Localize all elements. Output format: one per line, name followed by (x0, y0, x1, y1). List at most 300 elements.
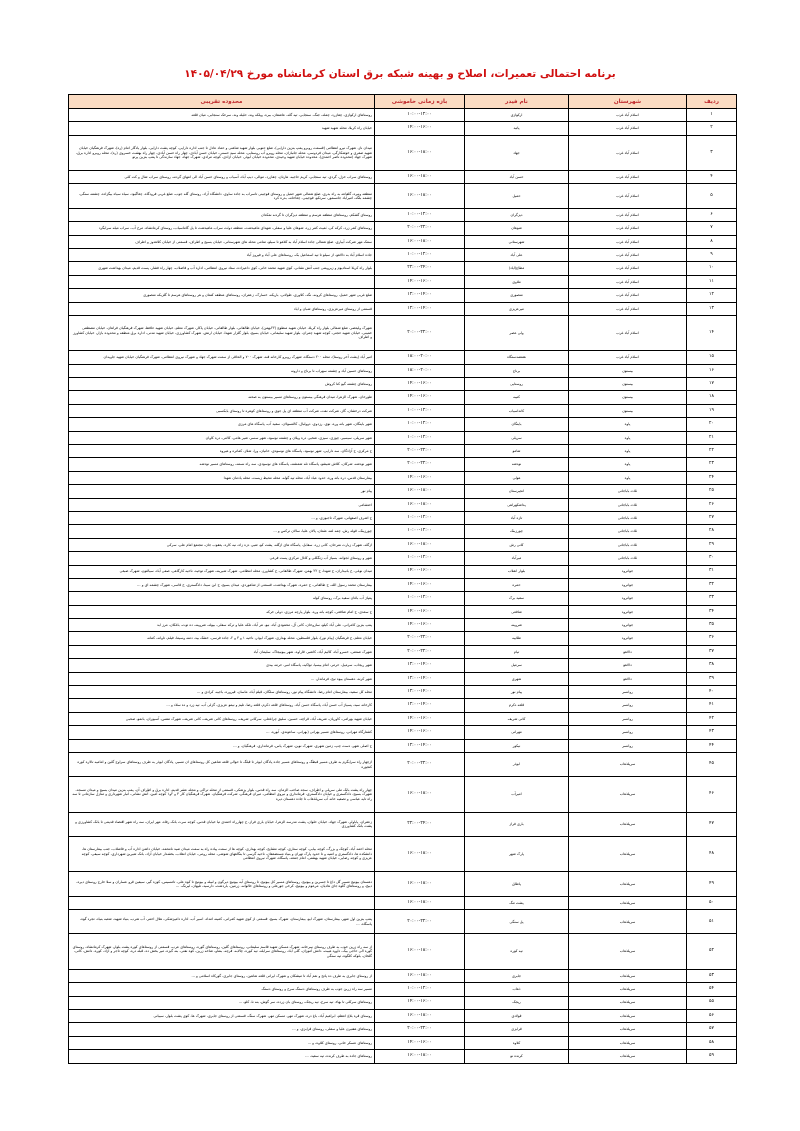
feeder-cell: قلعه دکرم (465, 699, 569, 712)
city-cell: جوانرود (569, 565, 687, 578)
area-cell: دهستان بیونیج مسیر گل داغ تا جسرین و بیونیج، روستاهای مسیر کل بیونیج، تا روستای آبه بیونیچ دیرگون و لبیله و بیونیج تا کوه علی، تامسیس، کوزه گیر، سیفین قرو عساران و سلا خارج روستای دیره، دیبخ، و روستاهای گلوه جای هادیان، مرعوم و بیونیج، کرخی جورعلی و روستاهای خالوانه، زرمین، باردشت، دارسید، تلیهان، لیرنگ، ... (69, 872, 375, 896)
city-cell: ثلاث باباجانی (569, 538, 687, 551)
city-cell: ثلاث باباجانی (569, 498, 687, 511)
table-row (69, 525, 737, 538)
time-cell: ۱۶:۰۰-۱۸:۰۰ (375, 235, 465, 248)
table-row (69, 262, 737, 275)
feeder-cell: کانی رش (465, 538, 569, 551)
city-cell: اسلام آباد غرب (569, 122, 687, 135)
time-cell: ۱۰:۰۰-۱۲:۰۰ (375, 418, 465, 431)
row-number-cell: ۴۴ (687, 739, 737, 752)
table-row (69, 983, 737, 996)
area-cell: خیابان راه کربلا، محله شهید شهید (69, 122, 375, 135)
table-row (69, 122, 737, 135)
feeder-cell: ارکوازی (465, 109, 569, 122)
feeder-cell: پیام نور (465, 686, 569, 699)
city-cell: سرپلذهاب (569, 1023, 687, 1036)
row-number-cell: ۳۸ (687, 659, 737, 672)
city-cell: دالاهو (569, 659, 687, 672)
feeder-cell: ریجک (465, 996, 569, 1009)
row-number-cell: ۵۵ (687, 996, 737, 1009)
table-row (69, 812, 737, 836)
feeder-cell: نیکور (465, 739, 569, 752)
area-cell: از سه راه زرین خوب به طرف روستای سرخانه، شهرک مسکن شهید قاسم سلیمانی، روستاهای گلین، روستاهای گوره، روستاهای عرب، قسمتی از روستاهای کوره پشت بلوار، شهرک کرمانشاه، روستای گوره الی حاجی بیک، داوود هیبت، دانش آموزان، گلی آباد، روستاهای سرابله، تپه کوره، چالابه، فرچه، بنماو، شاخه زرین، کوه نفتی، بنه گیزه، میر بخش ده، قبله دره، کوچه تاجر و آزاد، کوره، دانش، کانی، گلخان، بلوکه کلگوه، تپه سنگی (69, 934, 375, 969)
area-cell: خ مرکزی، خ آزادگان، سه دارایی، شهر نوسود، پاسگاه های نوسودی، خانیان، ورا، شلاز، کماتره و هیروه (69, 445, 375, 458)
row-number-cell: ۴۰ (687, 686, 737, 699)
feeder-cell: جهاد (465, 135, 569, 170)
time-cell: ۲۰:۰۰-۲۲:۰۰ (375, 315, 465, 350)
row-number-cell: ۴۸ (687, 837, 737, 872)
row-number-cell: ۱۳ (687, 302, 737, 315)
time-cell: ۱۲:۰۰-۱۴:۰۰ (375, 659, 465, 672)
table-row (69, 208, 737, 221)
feeder-cell: دیزگران (465, 208, 569, 221)
row-number-cell: ۲۱ (687, 431, 737, 444)
table-row (69, 1009, 737, 1022)
area-cell: پیام نور (69, 485, 375, 498)
time-cell: ۱۶:۰۰-۱۸:۰۰ (375, 872, 465, 896)
time-cell: ۲۲:۰۰-۲۴:۰۰ (375, 262, 465, 275)
row-number-cell: ۲۷ (687, 511, 737, 524)
table-row (69, 458, 737, 471)
row-number-cell: ۱۱ (687, 275, 737, 288)
area-cell: خ اصلی شهر، دست چپ، زمین شهری، شهرک نوین، شهرک پاس، فرمانداری، فرهنگیان، و ... (69, 739, 375, 752)
table-row (69, 275, 737, 288)
city-cell: اسلام آباد غرب (569, 222, 687, 235)
feeder-cell: نودشه (465, 458, 569, 471)
feeder-cell: امیرآب (465, 777, 569, 812)
time-cell: ۱۲:۰۰-۱۴:۰۰ (375, 686, 465, 699)
feeder-cell: پشت تنگ (465, 896, 569, 909)
header-row-no: ردیف (687, 95, 737, 109)
time-cell: ۱۰:۰۰-۱۲:۰۰ (375, 249, 465, 262)
time-cell: ۱۶:۰۰-۱۸:۰۰ (375, 135, 465, 170)
row-number-cell: ۸ (687, 235, 737, 248)
city-cell: سرپلذهاب (569, 837, 687, 872)
time-cell: ۱۴:۰۰-۱۶:۰۰ (375, 122, 465, 135)
row-number-cell: ۵۲ (687, 934, 737, 969)
row-number-cell: ۱۹ (687, 404, 737, 417)
row-number-cell: ۲۲ (687, 445, 737, 458)
feeder-cell: کرنده نو (465, 1050, 569, 1064)
city-cell: اسلام آباد غرب (569, 208, 687, 221)
city-cell: پاوه (569, 418, 687, 431)
row-number-cell: ۴ (687, 171, 737, 184)
city-cell: سرپلذهاب (569, 896, 687, 909)
feeder-cell: میرعزیزی (465, 302, 569, 315)
feeder-cell: تیام (465, 645, 569, 658)
feeder-cell: پاتید (465, 122, 569, 135)
row-number-cell: ۲۴ (687, 471, 737, 484)
city-cell: جوانرود (569, 578, 687, 591)
city-cell: روانسر (569, 699, 687, 712)
area-cell: از روستای جابری به طرف ده پاتخ و نعم آباد تا میشکان و شهرک ایرانی قلعه شاهین، روستای جابری، گورکاه اسلامی و ... (69, 969, 375, 982)
time-cell: ۱۴:۰۰-۱۶:۰۰ (375, 726, 465, 739)
time-cell: ۱۴:۰۰-۱۶:۰۰ (375, 471, 465, 484)
table-row (69, 511, 737, 524)
city-cell: پاوه (569, 458, 687, 471)
table-row (69, 315, 737, 350)
time-cell: ۱۲:۰۰-۱۴:۰۰ (375, 672, 465, 685)
city-cell: بیستون (569, 364, 687, 377)
time-cell: ۱۴:۰۰-۱۶:۰۰ (375, 619, 465, 632)
row-number-cell: ۱۴ (687, 315, 737, 350)
feeder-cell: پل سنگی (465, 910, 569, 934)
city-cell: سرپلذهاب (569, 910, 687, 934)
table-row (69, 538, 737, 551)
time-cell: ۱۰:۰۰-۱۲:۰۰ (375, 109, 465, 122)
row-number-cell: ۳۹ (687, 672, 737, 685)
feeder-cell: سرمیل (465, 659, 569, 672)
area-cell: شهر سرپلی، سیسیر، چوزی، سیزی، شخیر، دره ویلان و چشمه نوسود، شهر سسر، شیر هامی، کالتی، دره کاوان (69, 431, 375, 444)
table-row (69, 645, 737, 658)
table-row (69, 431, 737, 444)
table-row (69, 777, 737, 812)
city-cell: بیستون (569, 391, 687, 404)
row-number-cell: ۵۴ (687, 983, 737, 996)
time-cell: ۱۰:۰۰-۱۲:۰۰ (375, 525, 465, 538)
row-number-cell: ۵۸ (687, 1036, 737, 1049)
city-cell: اسلام آباد غرب (569, 171, 687, 184)
time-cell: ۱۶:۰۰-۱۸:۰۰ (375, 896, 465, 909)
table-row (69, 222, 737, 235)
city-cell: سرپلذهاب (569, 872, 687, 896)
row-number-cell: ۳۳ (687, 592, 737, 605)
city-cell: سرپلذهاب (569, 934, 687, 969)
area-cell: قسمتی از روستای میرعزیزی، روستاهای شبان و ایاد (69, 302, 375, 315)
city-cell: سرپلذهاب (569, 996, 687, 1009)
feeder-cell: ابوذر (465, 753, 569, 777)
city-cell: اسلام آباد غرب (569, 249, 687, 262)
row-number-cell: ۲۶ (687, 498, 737, 511)
time-cell: ۱۶:۰۰-۱۸:۰۰ (375, 538, 465, 551)
table-row (69, 578, 737, 591)
time-cell: ۱۴:۰۰-۱۶:۰۰ (375, 996, 465, 1009)
city-cell: اسلام آباد غرب (569, 135, 687, 170)
feeder-cell: طلاییه (465, 632, 569, 645)
table-row (69, 605, 737, 618)
city-cell: اسلام آباد غرب (569, 275, 687, 288)
time-cell: ۱۶:۰۰-۱۸:۰۰ (375, 1050, 465, 1064)
table-row (69, 699, 737, 712)
table-row (69, 1050, 737, 1064)
area-cell: شهرک ولیعصر، ضلع شمالی بلوار راه کربلا، خیابان شهید منطوع (۲۲بهمن)، خیابان طالقانی، بلوار طالقانی، خیابان پاکار، شهرک معلم، خیابان شهید حافظ، شهرک فرهنگیان فراهان، خیابان مصطفی خمینی، خیابان شهید حجتی، کوچه شهید چمران، بلوار شهید سلیمانی، خیابان بسیج، بلوار گلزار شهدا، خیابان ارتش، شهرک کشاورزی، خیابان شهید مدنی، اداره برق منطقه و محدوده بازار، خیابان کشاورز و اطراف (69, 315, 375, 350)
table-row (69, 391, 737, 404)
time-cell: ۱۴:۰۰-۱۶:۰۰ (375, 565, 465, 578)
area-cell: ازچهار راه سرابگرم به طرف مسیر قبطگ و روستاهای مسیر جاده پادگان ابوذر تا قبلگ تا حوالی قلعه شاهین کل روستاهای ان مسیر، پادگان ابوذر به طرف روستاهای سراوج گلین و امامیه تالاره کوره کنجوره (69, 753, 375, 777)
time-cell: ۱۰:۰۰-۱۲:۰۰ (375, 511, 465, 524)
feeder-cell: انجیرستان (465, 485, 569, 498)
table-row (69, 302, 737, 315)
table-row (69, 872, 737, 896)
table-row (69, 565, 737, 578)
header-area: محدوده تقریبی (69, 95, 375, 109)
time-cell: ۱۰:۰۰-۱۲:۰۰ (375, 592, 465, 605)
feeder-cell: ملاوی (465, 275, 569, 288)
table-row (69, 712, 737, 725)
area-cell: جاده اسلام آباد به دالاهو، از سیلو تا تپه اسماعیل بک، روستاهای علی آباد و فیروز آباد (69, 249, 375, 262)
table-row (69, 659, 737, 672)
city-cell: سرپلذهاب (569, 812, 687, 836)
feeder-cell: قولادی (465, 1009, 569, 1022)
city-cell: سرپلذهاب (569, 969, 687, 982)
city-cell: روانسر (569, 726, 687, 739)
table-row (69, 471, 737, 484)
area-cell: شهر باینگان، شهر بانه وره، نوی، رزدوی، دوولبال، کالتسولان، سفید آب، پاسگاه های مرزی (69, 418, 375, 431)
row-number-cell: ۳ (687, 135, 737, 170)
feeder-cell: شروینه (465, 619, 569, 632)
table-row (69, 686, 737, 699)
table-row (69, 289, 737, 302)
city-cell: سرپلذهاب (569, 983, 687, 996)
row-number-cell: ۳۰ (687, 552, 737, 565)
row-number-cell: ۳۷ (687, 645, 737, 658)
feeder-cell: کتیبه (465, 391, 569, 404)
table-row (69, 1036, 737, 1049)
table-row (69, 445, 737, 458)
feeder-cell: سرپلی (465, 431, 569, 444)
city-cell: اسلام آباد غرب (569, 184, 687, 208)
city-cell: روانسر (569, 686, 687, 699)
row-number-cell: ۳۶ (687, 632, 737, 645)
area-cell: محله احمد آباد، کوچک و بزرگ، کوچه بیابی، کوچه ستاری، کوچه مشایخ، کوچه بهداری، کوچه ها از سمت پیاده راه به سمت میدان صید نامحمد، خیابان داشن اداره آب و فاضلاب، جنب بیمارستان ها، دانشکده ها، دادگستری و امنیه و تا حدود پارک تهران و بنیاد مستضعفان، ناحیه گرسی تا بنگاههای شوشی، محله رومی، خیابان انقلاب، بخشدار خیابان آزاد، بانک شیرین شهرداری، کوچه سیفی، کوچه عزیزی و کوچه رضایی، خیابان شهید بهشتی، امام جمعه، پاسگاه، شهرک نیروی انتظامی (69, 837, 375, 872)
time-cell: ۲۰:۰۰-۲۲:۰۰ (375, 458, 465, 471)
time-cell: ۲۰:۰۰-۲۲:۰۰ (375, 1023, 465, 1036)
header-city: شهرستان (569, 95, 687, 109)
area-cell: مسیر سه راه زرین جوب به طرف روستاهای دستگ سرخ و روستای دستگ (69, 983, 375, 996)
time-cell: ۱۴:۰۰-۱۶:۰۰ (375, 391, 465, 404)
feeder-cell: منصوری (465, 289, 569, 302)
time-cell: ۱۶:۰۰-۱۸:۰۰ (375, 498, 465, 511)
row-number-cell: ۶ (687, 208, 737, 221)
area-cell: خ اشرف اصفهانی، شهرک تاجبوزی، و ... (69, 511, 375, 524)
city-cell: اسلام آباد غرب (569, 109, 687, 122)
time-cell: ۲۰:۰۰-۲۲:۰۰ (375, 753, 465, 777)
table-row (69, 235, 737, 248)
table-row (69, 934, 737, 969)
row-number-cell: ۴۷ (687, 812, 737, 836)
feeder-cell: باینگان (465, 418, 569, 431)
city-cell: روانسر (569, 712, 687, 725)
feeder-cell: شافعی (465, 605, 569, 618)
area-cell: روستاهای هفتیرن علیا و سفلی، روستای قرابزی، و ... (69, 1023, 375, 1036)
feeder-cell: کانی شریف (465, 712, 569, 725)
row-number-cell: ۹ (687, 249, 737, 262)
area-cell: کارخانه سید، پسیاژ آب حسن آباد، پاسگاه حسن آباد، روستاهای قلعه دکرم، قلعه رضا، تلیم و نیمو عزیزی، گزلی آب، تپه زرد و ده سلاد و ... (69, 699, 375, 712)
feeder-cell: کلاوه (465, 1036, 569, 1049)
area-cell: زعفران، پاباولر، شهرک جهاد، خیابان حلوان، پشت مدرسه الزهرا، خیابان باری فراز، خ چهارراه احمدی تیا خیابان قدس، کوچه سرت بانک رفاه، مهر ایران، سه راه شهر اقتصاد قدیمی تا بانک کشاورزی و پشت بانک کشاورزی (69, 812, 375, 836)
area-cell: روستای قره بلاغ اعظم، ابراهیم آباد، باغ دره، شهرک مهر، مسکن مهر، شهرک سنگ، قسمتی از روستای جابری، شهرک ها، کوی پشت بلوار، سبیانی (69, 1009, 375, 1022)
time-cell: ۱۴:۰۰-۱۶:۰۰ (375, 578, 465, 591)
area-cell: بلوار راه کربلا استادیوم و زیروبتنی جنب آتش نشانی، کوی شهید محمد خانی، کوی داعیزاده، ستاد نیروی انتظامی، اداره آب و فاضلاب، چهار راه فشار، پست قدیم، میدان بهداشت شهری (69, 262, 375, 275)
feeder-cell: شوهان (465, 222, 569, 235)
feeder-cell: ولی عصر (465, 315, 569, 350)
time-cell: ۱۲:۰۰-۱۴:۰۰ (375, 699, 465, 712)
row-number-cell: ۵ (687, 184, 737, 208)
table-row (69, 404, 737, 417)
feeder-cell: حسن آباد (465, 171, 569, 184)
time-cell: ۱۸:۰۰-۲۰:۰۰ (375, 351, 465, 364)
area-cell: منطقه ونیره، گلفاعه به راه بدری، ضلع شمالی شهر حمیل و روستای فوجینی تاسراب به جاده ساوی، دانشگاه آزاد، روستای گله جوب، ضلع غربی فرودگاه، چغاگبود، سیاه سیاه بیگزاده، چشمه سنگی، چشمه بلگه، امیرآباد جانسمور، سرتکو، فوجینی، چغاخانه، بدره کرد (69, 184, 375, 208)
city-cell: ثلاث باباجانی (569, 511, 687, 524)
feeder-cell: حمیل (465, 184, 569, 208)
row-number-cell: ۱۸ (687, 391, 737, 404)
table-row (69, 739, 737, 752)
time-cell: ۱۴:۰۰-۱۶:۰۰ (375, 605, 465, 618)
table-row (69, 351, 737, 364)
city-cell: ثلاث باباجانی (569, 525, 687, 538)
city-cell: سرپلذهاب (569, 777, 687, 812)
table-row (69, 632, 737, 645)
time-cell: ۲۰:۰۰-۲۲:۰۰ (375, 222, 465, 235)
city-cell: ثلاث باباجانی (569, 552, 687, 565)
row-number-cell: ۵۳ (687, 969, 737, 982)
city-cell: اسلام آباد غرب (569, 315, 687, 350)
area-cell (69, 896, 375, 909)
row-number-cell: ۵۷ (687, 1023, 737, 1036)
area-cell: شهرک صنعتی، خسرو آباد، کالیم آباد، کاشبر، قاراوه، شهر بیونیجاک، سلیمان آباد (69, 645, 375, 658)
row-number-cell: ۴۲ (687, 712, 737, 725)
table-row (69, 896, 737, 909)
header-feeder: نام فیدر (465, 95, 569, 109)
table-row (69, 592, 737, 605)
area-cell: روستای گشکم، روستاهای منطقه هرسم و منطقه دیزگران تا گردنه نمکدان (69, 208, 375, 221)
row-number-cell: ۱۷ (687, 378, 737, 391)
city-cell: سرپلذهاب (569, 1009, 687, 1022)
feeder-cell: مهرانی (465, 726, 569, 739)
table-row (69, 498, 737, 511)
area-cell: چورزینک، قوله رش، چمه لمه عثمان، پالان علیا، سالان ترکس و ... (69, 525, 375, 538)
area-cell: شرکت درخشان، گاز، شرکت نفت، شرکت آب منطقه ای پل جوی و روستاهای کوهره تا روستای بابکسبی (69, 404, 375, 417)
time-cell: ۱۲:۰۰-۱۴:۰۰ (375, 739, 465, 752)
outage-schedule-table-wrap (68, 94, 736, 1064)
time-cell: ۱۰:۰۰-۱۲:۰۰ (375, 208, 465, 221)
feeder-cell: هولی (465, 471, 569, 484)
area-cell: روستاهای چشمه گیو کنا کروش (69, 378, 375, 391)
row-number-cell: ۴۶ (687, 777, 737, 812)
area-cell: شهر کرند، دهستان بیوه نیخ، فرماندار، ... (69, 672, 375, 685)
area-cell: بیمارستان قدس، دره بانه وره، حدود عباد آباد، محله تپه گوله، محله محیط زیست، محله یادمان شهدا (69, 471, 375, 484)
row-number-cell: ۴۳ (687, 726, 737, 739)
city-cell: روانسر (569, 739, 687, 752)
area-cell: خیابان معلم، خ فرهنگیان (پیام نور)، بلوار فلسطین، محله بهداری، شهرک ابوذر، ناحیه ۱ و ۳ و ۲، جاده فرسی، خشک بید، دمنه وسیما، فیلم، تاوانه، کمانه (69, 632, 375, 645)
feeder-cell: پارک شهر (465, 837, 569, 872)
area-cell: روستاهای کمر زرد، کرکه کی، ثمیث کمر زرد، شوهان علیا و سفلی، شهدای ماهیدشت، منطقه دوئت سراب ماهیدشت تا پل گاماسیاب، روستای کرمانشاه، مرخ آب، سراب میله سرابگرد (69, 222, 375, 235)
table-row (69, 910, 737, 934)
table-row (69, 418, 737, 431)
table-row (69, 378, 737, 391)
area-cell: روستاهای جاده به طرف کرنده، تپه سفید، ... (69, 1050, 375, 1064)
table-row (69, 619, 737, 632)
table-row (69, 109, 737, 122)
city-cell: پاوه (569, 431, 687, 444)
time-cell: ۱۶:۰۰-۱۸:۰۰ (375, 777, 465, 812)
row-number-cell: ۵۹ (687, 1050, 737, 1064)
row-number-cell: ۱۲ (687, 289, 737, 302)
feeder-cell: شامو (465, 445, 569, 458)
feeder-cell: تازه آباد (465, 511, 569, 524)
table-row (69, 171, 737, 184)
table-row (69, 969, 737, 982)
area-cell: روستاهای سراب خزل، گردی، تپه سنجابی، کریم حاجیه، هارنان، چقازرد، موالی، دیپ آباد، آسیاب و روستای حسن آباد الی انتهای گردنه، روستای سراب شال و کت کلی (69, 171, 375, 184)
table-row (69, 753, 737, 777)
time-cell: ۱۴:۰۰-۱۶:۰۰ (375, 1036, 465, 1049)
row-number-cell: ۲۵ (687, 485, 737, 498)
time-cell: ۲۰:۰۰-۲۲:۰۰ (375, 910, 465, 934)
area-cell: سمک مهر شرکت آبیاری، ضلع شمالی جاده اسلام آباد به کلاهو تا سیلو، تمامی محله های شهرستانی، خیابان بسیج و اطراف، قسمتی از خیابان کلاهدوز و اطراف (69, 235, 375, 248)
city-cell: سرپلذهاب (569, 1050, 687, 1064)
time-cell: ۱۶:۰۰-۱۸:۰۰ (375, 171, 465, 184)
area-cell: میدان نوغی، خ بانیداران، خ شهدا، خ ۲۲ بهمن، شهرک طالقانی، خ کشاورز، محله انتظامی، شهرک شیرینه، شهرک توحید، ناحیه کارگاهی، صفی آباد، سیالتون، شهرک ضبغی (69, 565, 375, 578)
feeder-cell: سفید برک (465, 592, 569, 605)
table-row (69, 184, 737, 208)
city-cell: پاوه (569, 445, 687, 458)
area-cell: کشتارگاه مهرانی، روستاهای مسیر بهرانی (بهرانی، ساعوندی، آبوره، ... (69, 726, 375, 739)
area-cell: چهار راه پشت بانک ملی سرپلی و اطراف، سجد صاحب الزمان، سه راه قدس، بلوار پزشکی، قسمتی از محله تراکی و محله عشر قدیم، اداره برق و اطراف آن، پمپ بنزین میدان بسیج و میدان مسجد، شهرک بسیج، دادگستری و خیابان دادگستری، فرمانداری و نیروی انتظامی، میران فرهنگی، شرکت فرهنگیان، شهرک فرهنگیان کار ۳ و ۲و۱ کوچه امین، آتش نشانی، انبار شهرداری و منازل سازمانی تا سه راه تایه عباسی و تصفیه خانه آب سرپلذهاب تا جاده دهستان دیره (69, 777, 375, 812)
time-cell: ۱۶:۰۰-۱۸:۰۰ (375, 184, 465, 208)
table-header (69, 95, 737, 109)
time-cell: ۱۴:۰۰-۱۶:۰۰ (375, 712, 465, 725)
time-cell: ۱۲:۰۰-۱۴:۰۰ (375, 289, 465, 302)
feeder-cell: علی آباد (465, 249, 569, 262)
city-cell: جوانرود (569, 632, 687, 645)
row-number-cell: ۱۰ (687, 262, 737, 275)
time-cell: ۱۶:۰۰-۱۸:۰۰ (375, 485, 465, 498)
time-cell: ۱۲:۰۰-۱۴:۰۰ (375, 302, 465, 315)
table-row (69, 485, 737, 498)
feeder-cell: حمره (465, 578, 569, 591)
city-cell: دالاهو (569, 672, 687, 685)
feeder-cell: برناج (465, 364, 569, 377)
feeder-cell: قرابزی (465, 1023, 569, 1036)
row-number-cell: ۱ (687, 109, 737, 122)
time-cell: ۱۸:۰۰-۲۰:۰۰ (375, 364, 465, 377)
outage-schedule-table (68, 94, 737, 1064)
city-cell: بیستون (569, 378, 687, 391)
time-cell: ۲۰:۰۰-۲۲:۰۰ (375, 445, 465, 458)
row-number-cell: ۳۲ (687, 578, 737, 591)
header-time: بازه زمانی خاموشی (375, 95, 465, 109)
area-cell: روستاهای حسین آباد و چشمه سهراب تا برناج و دارونه (69, 364, 375, 377)
area-cell: ضلع غربی شهر حمیل، روستاهای کرونه، نگه، کلاوری، طولانی، باریکه، خسارک، زعفران، روستاهای منطقه کتمان و هر روستاهای هرسم تا گلزبکه منصوری (69, 289, 375, 302)
area-cell: شهر نودشه، شرکان، کلاش شیشو، پاسگاه نله شمشنه، پاسگاه های نوسودی، سه راه نسمه، روستاهای مسیر نودشه (69, 458, 375, 471)
area-cell: طورخان، شهرک الزهرا، میدان فرهنگی بیستون و روستاهای مسیر بیستون به صحنه (69, 391, 375, 404)
area-cell: خیابان شهید بهرامی، کاوریان، شریف آباد، قراچه، حسین، سلیق چراغعلی، سرکانی شریف، روستاهای کانی شریف، کانی شریف، شهرک تنفس، آسیوران، بانمو، صحبی (69, 712, 375, 725)
feeder-cell: جابری (465, 969, 569, 982)
area-cell: امیر آباد (پشت آخر روستا)، محله ۲۰۰ دستگاه، شهرک روبرو کارخانه قند، شهرک ۷۰۰ و الحاقی از سمت شهرک جهاد و شهرک نیروی انتظامی، شهرک فرهنگیان خیابان شهید جاویدان (69, 351, 375, 364)
feeder-cell: ذهاب (465, 983, 569, 996)
city-cell: بیستون (569, 404, 687, 417)
table-row (69, 249, 737, 262)
time-cell: ۲۰:۰۰-۲۲:۰۰ (375, 632, 465, 645)
row-number-cell: ۴۹ (687, 872, 737, 896)
table-row (69, 837, 737, 872)
area-cell: بیمارستان محمد رسول الله، خ طالقانی، خ حمره، شهرک بهداشت، قسمتی از شاهوردی، میدان بسیج، خ ابن سینا، دادگستری، خ قاسی، شهرک چشمه ای و ... (69, 578, 375, 591)
table-row (69, 996, 737, 1009)
time-cell: ۱۴:۰۰-۱۶:۰۰ (375, 275, 465, 288)
time-cell: ۲۰:۰۰-۲۲:۰۰ (375, 645, 465, 658)
city-cell: اسلام آباد غرب (569, 289, 687, 302)
time-cell: ۱۶:۰۰-۱۸:۰۰ (375, 837, 465, 872)
area-cell: روستاهای عسکر خانی، روستای کلاوه، و ... (69, 1036, 375, 1049)
row-number-cell: ۱۵ (687, 351, 737, 364)
row-number-cell: ۵۶ (687, 1009, 737, 1022)
table-row (69, 364, 737, 377)
city-cell: دالاهو (569, 645, 687, 658)
row-number-cell: ۱۶ (687, 364, 737, 377)
row-number-cell: ۴۱ (687, 699, 737, 712)
page-title: برنامه احتمالی تعمیرات، اصلاح و بهینه شبکه برق استان کرمانشاه مورخ ۱۴۰۵/۰۴/۲۹ (184, 68, 616, 80)
